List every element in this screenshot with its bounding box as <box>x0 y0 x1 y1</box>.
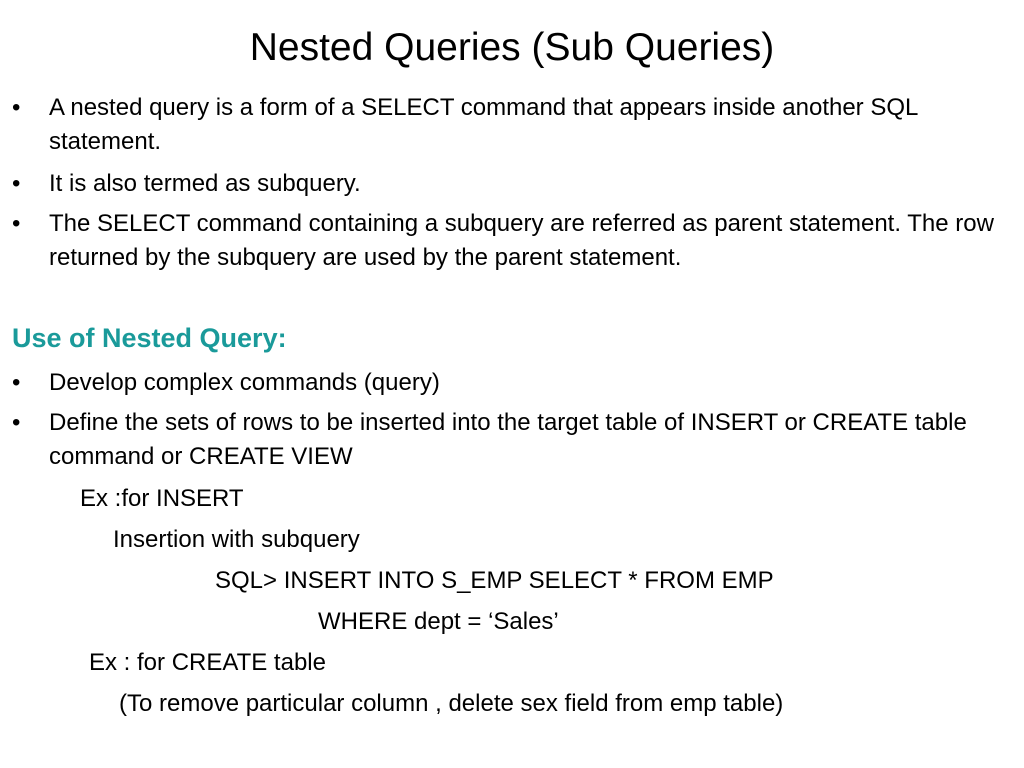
bullet-marker: • <box>12 94 21 121</box>
intro-bullet-2 <box>12 167 1017 201</box>
example-create-label: Ex : for CREATE table <box>89 649 326 676</box>
bullet-text: A nested query is a form of a SELECT command that appears inside another SQL statement. <box>49 94 918 155</box>
bullet-marker: • <box>12 409 21 436</box>
slide-title: Nested Queries (Sub Queries) <box>249 26 775 69</box>
bullet-marker: • <box>12 210 21 237</box>
bullet-marker: • <box>12 170 21 197</box>
bullet-text: Develop complex commands (query) <box>49 369 440 396</box>
example-insert-label: Ex :for INSERT <box>80 485 244 512</box>
section-heading: Use of Nested Query: <box>12 323 287 353</box>
sql-insert-statement: SQL> INSERT INTO S_EMP SELECT * FROM EMP <box>215 567 774 594</box>
example-insert-caption: Insertion with subquery <box>113 526 360 553</box>
sql-where-clause: WHERE dept = ‘Sales’ <box>318 608 559 635</box>
use-bullet-2 <box>12 406 1017 474</box>
bullet-text: The SELECT command containing a subquery are referred as parent statement. The row returned by the subquery are used by the parent statement. <box>49 210 994 271</box>
bullet-text: It is also termed as subquery. <box>49 170 361 197</box>
intro-bullet-3 <box>12 207 1017 275</box>
intro-bullet-1 <box>12 91 1017 159</box>
use-bullet-1 <box>12 366 1017 400</box>
bullet-text: Define the sets of rows to be inserted into the target table of INSERT or CREATE table command or CREATE VIEW <box>49 409 967 470</box>
bullet-marker: • <box>12 369 21 396</box>
example-create-caption: (To remove particular column , delete sex field from emp table) <box>119 690 784 717</box>
